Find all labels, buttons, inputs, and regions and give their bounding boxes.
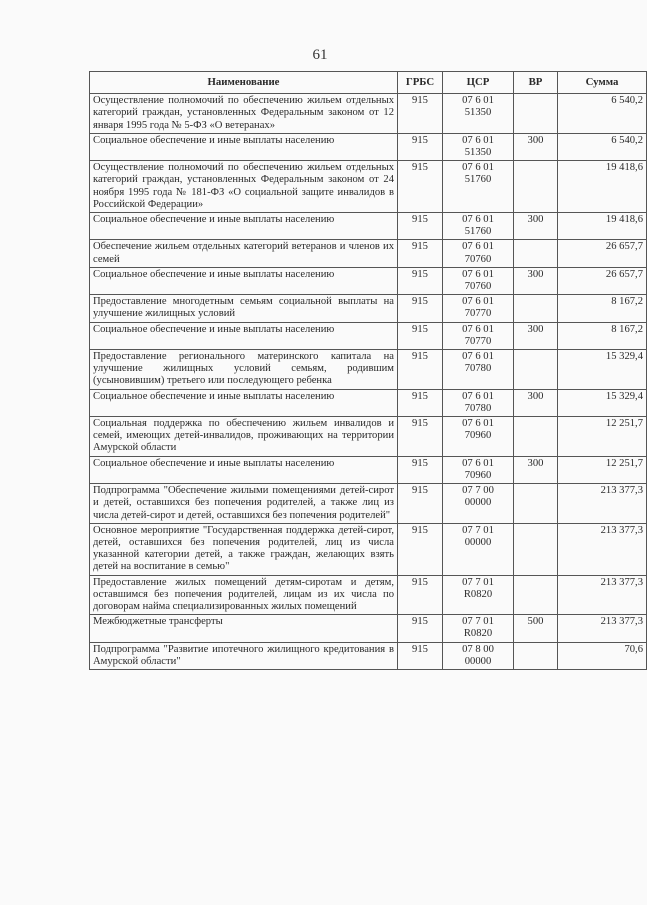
cell-name: Социальное обеспечение и иные выплаты населению [90, 322, 398, 349]
cell-sum: 70,6 [558, 642, 647, 669]
cell-csr-part: 07 8 00 [462, 643, 494, 655]
header-name: Наименование [90, 72, 398, 94]
cell-csr-part: 07 6 01 [462, 95, 494, 107]
page-number: 61 [312, 47, 328, 63]
cell-grbs: 915 [398, 350, 443, 390]
table-row [90, 295, 647, 322]
cell-sum: 15 329,4 [558, 389, 647, 416]
cell-csr-part: 51760 [464, 174, 492, 186]
cell-name: Осуществление полномочий по обеспечению жильем отдельных категорий граждан, установленных Федеральным законом от 12 января 1995 года № 5-ФЗ «О ветеранах» [90, 94, 398, 134]
cell-csr-part: 07 6 01 [462, 296, 494, 308]
cell-vr: 300 [514, 267, 558, 294]
cell-csr [443, 133, 514, 160]
cell-csr [443, 295, 514, 322]
cell-sum: 6 540,2 [558, 133, 647, 160]
cell-name: Социальное обеспечение и иные выплаты населению [90, 213, 398, 240]
cell-csr-part: 07 6 01 [462, 162, 494, 174]
cell-csr [443, 575, 514, 615]
table-row [90, 213, 647, 240]
header-vr: ВР [514, 72, 558, 94]
table-row [90, 240, 647, 267]
cell-csr-part: 00000 [464, 536, 492, 548]
table-row [90, 161, 647, 213]
cell-sum: 19 418,6 [558, 161, 647, 213]
cell-vr: 500 [514, 615, 558, 642]
cell-sum: 26 657,7 [558, 240, 647, 267]
cell-csr [443, 389, 514, 416]
cell-name: Осуществление полномочий по обеспечению жильем отдельных категорий граждан, установленных Федеральным законом от 24 ноября 1995 года № 181-ФЗ «О социальной защите инвалидов в Российской Федерации» [90, 161, 398, 213]
cell-csr-part: 07 6 01 [462, 323, 494, 335]
cell-csr-part: R0820 [463, 628, 493, 640]
cell-vr [514, 94, 558, 134]
cell-csr [443, 240, 514, 267]
cell-grbs: 915 [398, 417, 443, 457]
cell-grbs: 915 [398, 213, 443, 240]
cell-grbs: 915 [398, 642, 443, 669]
cell-sum: 213 377,3 [558, 575, 647, 615]
cell-vr: 300 [514, 322, 558, 349]
cell-name: Обеспечение жильем отдельных категорий ветеранов и членов их семей [90, 240, 398, 267]
cell-name: Социальное обеспечение и иные выплаты населению [90, 133, 398, 160]
cell-grbs: 915 [398, 456, 443, 483]
cell-vr [514, 523, 558, 575]
cell-csr-part: 07 6 01 [462, 390, 494, 402]
cell-csr-part: R0820 [463, 588, 493, 600]
cell-csr-part: 51760 [464, 226, 492, 238]
cell-vr: 300 [514, 213, 558, 240]
table-row [90, 389, 647, 416]
cell-grbs: 915 [398, 94, 443, 134]
cell-csr-part: 07 6 01 [462, 214, 494, 226]
cell-csr-part: 07 7 00 [462, 485, 494, 497]
table-row [90, 94, 647, 134]
cell-vr: 300 [514, 133, 558, 160]
cell-csr-part: 51350 [464, 107, 492, 119]
budget-table [89, 71, 647, 670]
cell-sum: 12 251,7 [558, 456, 647, 483]
table-header-row [90, 72, 647, 94]
cell-csr [443, 94, 514, 134]
cell-csr-part: 00000 [464, 497, 492, 509]
cell-csr-part: 07 6 01 [462, 351, 494, 363]
cell-csr [443, 642, 514, 669]
cell-csr [443, 456, 514, 483]
table-row [90, 642, 647, 669]
cell-csr-part: 70770 [464, 308, 492, 320]
cell-csr-part: 07 7 01 [462, 576, 494, 588]
cell-csr [443, 213, 514, 240]
cell-sum: 213 377,3 [558, 484, 647, 524]
cell-csr-part: 70960 [464, 430, 492, 442]
cell-vr [514, 575, 558, 615]
cell-grbs: 915 [398, 484, 443, 524]
cell-csr [443, 267, 514, 294]
cell-sum: 213 377,3 [558, 615, 647, 642]
cell-vr: 300 [514, 456, 558, 483]
cell-sum: 8 167,2 [558, 295, 647, 322]
table-row [90, 484, 647, 524]
cell-csr [443, 523, 514, 575]
cell-vr [514, 417, 558, 457]
table-row [90, 133, 647, 160]
cell-csr-part: 07 6 01 [462, 134, 494, 146]
cell-csr-part: 70780 [464, 363, 492, 375]
cell-csr [443, 161, 514, 213]
cell-grbs: 915 [398, 523, 443, 575]
table-row [90, 322, 647, 349]
cell-vr [514, 350, 558, 390]
cell-name: Социальное обеспечение и иные выплаты населению [90, 267, 398, 294]
cell-name: Социальное обеспечение и иные выплаты населению [90, 389, 398, 416]
cell-name: Подпрограмма "Обеспечение жилыми помещениями детей-сирот и детей, оставшихся без попечения родителей, а также лиц из числа детей-сирот и детей, оставшихся без попечения родителей" [90, 484, 398, 524]
cell-csr-part: 70760 [464, 253, 492, 265]
table-row [90, 417, 647, 457]
table-row [90, 456, 647, 483]
cell-sum: 15 329,4 [558, 350, 647, 390]
cell-sum: 12 251,7 [558, 417, 647, 457]
cell-name: Основное мероприятие "Государственная поддержка детей-сирот, детей, оставшихся без попечения родителей, лиц из числа указанной категории детей, а также граждан, желающих взять детей на воспитание в семью" [90, 523, 398, 575]
cell-name: Предоставление регионального материнского капитала на улучшение жилищных условий семьям, родившим (усыновившим) третьего или последующего ребенка [90, 350, 398, 390]
table-row [90, 267, 647, 294]
cell-vr [514, 642, 558, 669]
cell-vr: 300 [514, 389, 558, 416]
cell-csr [443, 417, 514, 457]
cell-grbs: 915 [398, 575, 443, 615]
cell-sum: 6 540,2 [558, 94, 647, 134]
cell-csr-part: 07 6 01 [462, 241, 494, 253]
cell-csr-part: 70960 [464, 469, 492, 481]
cell-name: Социальная поддержка по обеспечению жильем инвалидов и семей, имеющих детей-инвалидов, проживающих на территории Амурской области [90, 417, 398, 457]
cell-csr-part: 07 6 01 [462, 418, 494, 430]
cell-grbs: 915 [398, 133, 443, 160]
cell-vr [514, 295, 558, 322]
cell-grbs: 915 [398, 267, 443, 294]
cell-name: Предоставление многодетным семьям социальной выплаты на улучшение жилищных условий [90, 295, 398, 322]
cell-csr [443, 615, 514, 642]
cell-sum: 26 657,7 [558, 267, 647, 294]
cell-csr-part: 07 6 01 [462, 457, 494, 469]
cell-csr-part: 51350 [464, 147, 492, 159]
cell-grbs: 915 [398, 389, 443, 416]
cell-grbs: 915 [398, 295, 443, 322]
cell-vr [514, 161, 558, 213]
cell-csr-part: 07 7 01 [462, 524, 494, 536]
table-row [90, 615, 647, 642]
cell-csr-part: 70780 [464, 402, 492, 414]
cell-name: Подпрограмма "Развитие ипотечного жилищного кредитования в Амурской области" [90, 642, 398, 669]
cell-vr [514, 240, 558, 267]
cell-name: Предоставление жилых помещений детям-сиротам и детям, оставшимся без попечения родителей, лицам из их числа по договорам найма специализированных жилых помещений [90, 575, 398, 615]
table-row [90, 575, 647, 615]
table-row [90, 523, 647, 575]
table-row [90, 350, 647, 390]
cell-csr-part: 07 7 01 [462, 616, 494, 628]
cell-sum: 8 167,2 [558, 322, 647, 349]
cell-csr-part: 07 6 01 [462, 268, 494, 280]
cell-csr [443, 322, 514, 349]
cell-vr [514, 484, 558, 524]
cell-csr-part: 00000 [464, 655, 492, 667]
cell-csr [443, 350, 514, 390]
cell-sum: 19 418,6 [558, 213, 647, 240]
header-csr: ЦСР [443, 72, 514, 94]
cell-sum: 213 377,3 [558, 523, 647, 575]
cell-grbs: 915 [398, 322, 443, 349]
cell-csr [443, 484, 514, 524]
cell-csr-part: 70770 [464, 335, 492, 347]
cell-name: Социальное обеспечение и иные выплаты населению [90, 456, 398, 483]
cell-grbs: 915 [398, 615, 443, 642]
cell-name: Межбюджетные трансферты [90, 615, 398, 642]
cell-csr-part: 70760 [464, 281, 492, 293]
header-sum: Сумма [558, 72, 647, 94]
cell-grbs: 915 [398, 240, 443, 267]
cell-grbs: 915 [398, 161, 443, 213]
header-grbs: ГРБС [398, 72, 443, 94]
